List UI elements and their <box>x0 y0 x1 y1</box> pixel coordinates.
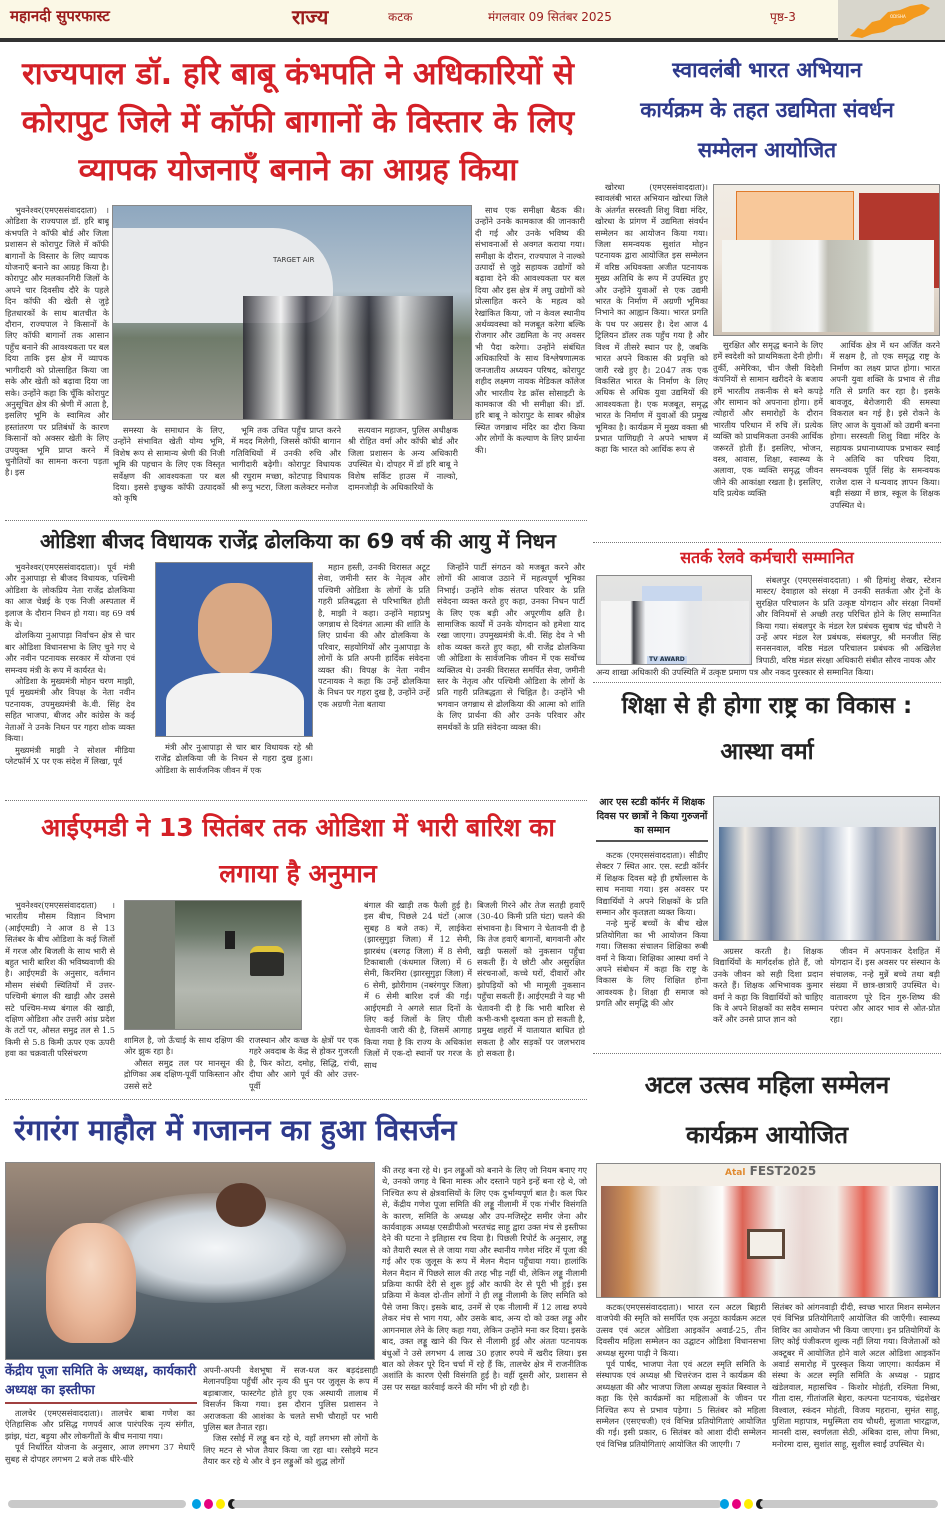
article8-photo-atal-fest <box>596 1163 941 1298</box>
article5-text: अग्रसर करती है। शिक्षक विद्यार्थियों के मार्गदर्शक होते हैं, जो उनके जीवन को सही दिशा प्रदान करते हैं। शिक्षक अभिभावक कुमार वर्मा ने कहा कि विद्यार्थियों को चाहिए कि वे अपने शिक्षकों का सदैव सम्मान करें और उनसे प्राप्त ज्ञान को <box>713 946 823 1025</box>
article6-text: भुवनेश्वर(एमएससंवाददाता) । भारतीय मौसम विज्ञान विभाग (आईएमडी) ने आज 8 से 13 सितंबर के बीच ओडिशा के कई जिलों में गरज और बिजली के साथ भारी से बहुत भारी बारिश की भविष्यवाणी की है। आईएमडी के अनुसार, वर्तमान मौसम संबंधी स्थितियों में उत्तर-पश्चिमी बंगाल की खाड़ी और उससे सटे पश्चिम-मध्य बंगाल की खाड़ी, दक्षिण ओडिशा और उत्तरी आंध्र प्रदेश के तटों पर, औसत समुद्र तल से 1.5 किमी से 5.8 किमी ऊपर एक ऊपरी हवा का चक्रवाती परिसंचरण <box>5 900 115 1059</box>
banner-fest-year: FEST2025 <box>749 1164 817 1178</box>
article1-headline-line: कोरापुट जिले में कॉफी बागानों के विस्तार के लिए <box>21 104 575 140</box>
article7-text: की तरह बना रहे थे। इन लड्डुओं को बनाने के लिए जो नियम बनाए गए थे, उनको जगह वे बिना मास्क और दस्ताने पहने इन्हें बना रहे थे, जो निश्चित रूप से क्षेत्रवासियों के लिए एक दुर्भाग्यपूर्ण बात है। कल फिर से, केंद्रीय गणेश पूजा समिति की लड्डू नीलामी में एक गंभीर विसंगति के कारण, समिति के अध्यक्ष और उप-मजिस्ट्रेट समीर जेना और कार्यवाहक अध्यक्ष एसडीपीओ भरतचंद्र साहू द्वारा उक्त मंच से इस्तीफा देने की घटना ने इतिहास रच दिया है। पिछली रिपोर्ट के अनुसार, लड्डू को तैयारी स्थल से ले जाया गया और स्थानीय गणेश मंदिर में पूजा की गई और एक जुलूस के रूप में मेलन मैदान पहुँचाया गया। हालांकि मेलन मैदान में पिछले साल की तरह भीड़ नहीं थी, लेकिन लड्डू नीलामी प्रक्रिया काफी देरी से शुरू हुई और काफी देर से पूरी भी हुई। इस प्रक्रिया में केवल दो-तीन लोगों ने ही लड्डू नीलामी के लिए समिति को पैसे जमा किए। इसके बाद, उनमें से एक नीलामी में 12 लाख रुपये लेकर मंच से भाग गया, और उसके बाद, अन्य दो को उक्त लड्डू और आगनमाल लेने के लिए कहा गया, लेकिन उन्होंने मना कर दिया। इसके बाद, उक्त लड्डू खाने की फिर से नीलामी हुई और अंततः पटनायक बंधुओं ने उसे लगभग 4 लाख 30 हज़ार रुपये में खरीद लिया। इस बात को लेकर पूरे दिन चर्चा में रहे हैं कि, तालचेर क्षेत्र में राजनीतिक अशांति के कारण ऐसी विसंगति हुई है। वहीं दूसरी ओर, प्रशासन से उस पर सख्त कार्रवाई करने की माँग भी हो रही है। <box>382 1165 587 1392</box>
article1-column-2 <box>113 425 225 517</box>
article4-text: संबलपुर (एमएससंवाददाता) । श्री हिमांशु शेखर, स्टेशन मास्टर/ देवाहाल को संरक्षा में उनकी सतर्कता और ट्रेनों के सुरक्षित परिचालन के प्रति उत्कृष्ट योगदान और संरक्षा नियमों और विनियमों से अच्छी तरह परिचित होने के लिए सम्मानित किया गया। संबलपुर के मंडल रेल प्रबंधक सुबाष चंद्र चौधरी ने उन्हें अपर मंडल रेल प्रबंधक, संबलपुर, श्री मनजीत सिंह सनसनवाल, वरिष्ठ मंडल परिचालन प्रबंधक श्री अखिलेश त्रिपाठी, वरिष्ठ मंडल संरक्षा अधिकारी संबीत सौरव नायक और <box>756 575 941 665</box>
article6-photo-flooded-road <box>124 900 302 1030</box>
article3-column-4 <box>437 562 585 797</box>
article5-column-3 <box>830 946 940 1050</box>
article6-column-5 <box>477 900 585 1096</box>
article3-text: मुख्यमंत्री माझी ने सोशल मीडिया प्लेटफॉर्म X पर एक संदेश में लिखा, पूर्व <box>5 744 135 766</box>
newspaper-name: महानदी सुपरफास्ट <box>10 7 110 25</box>
article1-text: सत्यवान महाजन, पुलिस अधीक्षक श्री रोहित वर्मा और कॉफी बोर्ड और जिला प्रशासन के अन्य अधिकारी उपस्थित थे। दोपहर में डॉ हरि बाबू ने विशेष सर्किट हाउस में नाल्को, दामनजोड़ी के अधिकारियों के <box>348 425 458 493</box>
footer-bar-left <box>8 1500 186 1508</box>
article6-text: बंगाल की खाड़ी तक फैली हुई है। इस बीच, पिछले 24 घंटों (आज सुबह 8 बजे तक) में, लाईकेरा (झारसुगुड़ा जिला) में 12 सेमी, झारबंध (बरगढ़ जिला) में 8 सेमी, टिकाबाली (कंधमाल जिला) में 6 सेमी, किरमिरा (झारसुगुड़ा जिला) में 6 सेमी, झोरीगाम (नबरंगपुर जिला) में 6 सेमी बारिश दर्ज की गई। आईएमडी ने अगले सात दिनों के लिए कई जिलों के लिए पीली चेतावनी जारी की है, जिसमें आगाह किया गया है कि राज्य के अधिकांश जिलों में एक-दो स्थानों पर गरज के साथ <box>364 900 472 1070</box>
article8-headline <box>592 1060 942 1160</box>
footer-bar-right <box>760 1500 938 1508</box>
divider <box>5 1099 587 1100</box>
students-group <box>719 827 936 941</box>
road-wall <box>125 901 175 1030</box>
portrait-shirt <box>166 673 304 737</box>
article2-text: आर्थिक क्षेत्र में धन अर्जित करने में सक्षम है, तो एक समृद्ध राष्ट्र के निर्माण का लक्ष्य प्राप्त होगा। भारत अपनी युवा शक्ति के प्रभाव से तीव्र गति से प्रगति कर रहा है। इसके बावजूद, बेरोजगारी की समस्या विकराल बन गई है। इसे रोकने के लिए आज के युवाओं को उद्यमी बनना होगा। सरस्वती शिशु विद्या मंदिर के सहायक प्रधानाध्यापक प्रभाकर स्वाईं ने अतिथि का परिचय दिया, समन्वयक पूर्ति सिंह के समन्वयक राजेश दास ने धन्यवाद ज्ञापन किया। बड़ी संख्या में छात्र, स्कूल के शिक्षक उपस्थित थे। <box>830 340 940 510</box>
aircraft-tail-label: TARGET AIR <box>273 256 315 264</box>
article1-text: साथ एक समीक्षा बैठक की। उन्होंने उनके कामकाज की जानकारी दी गई और उनके भविष्य की संभावनाओं से अवगत कराया गया। समीक्षा के दौरान, राज्यपाल ने नाल्को उत्पादों से जुड़े सहायक उद्योगों को बढ़ावा देने की आवश्यकता पर बल दिया और इस क्षेत्र में लघु उद्योगों को प्रोत्साहित करने के महत्व को रेखांकित किया, जो न केवल स्थानीय अर्थव्यवस्था को मजबूत करेगा बल्कि रोजगार और उद्यमिता के नए अवसर भी पैदा करेगा। उन्होंने संबंधित अधिकारियों के साथ विश्लेषणात्मक जनजातीय अध्ययन परिषद, कोरापुट शहीद लक्ष्मण नायक मेडिकल कॉलेज और भारतीय रेड क्रॉस सोसाइटी के कामकाज की भी समीक्षा की। डॉ. हरि बाबू ने कोरापुट के साबर श्रीक्षेत्र स्थित जगन्नाथ मंदिर का दौरा किया और लोगों के कल्याण के लिए प्रार्थना की। <box>475 205 585 455</box>
divider <box>5 800 587 801</box>
magenta-dot <box>732 1499 741 1509</box>
registration-dots-right <box>720 1499 765 1509</box>
article3-text: भुवनेश्वर(एमएससंवाददाता)। पूर्व मंत्री और नुआपाड़ा से बीजद विधायक, पश्चिमी ओडिशा के लोकप्रिय नेता राजेंद्र ढोलकिया का आज चेन्नई के एक निजी अस्पताल में इलाज के दौरान निधन हो गया। वह 69 वर्ष के थे। <box>5 562 135 630</box>
article1-text: समस्या के समाधान के लिए, उन्होंने संभावित खेती योग्य भूमि, विशेष रूप से सामान्य श्रेणी की निजी भूमि की पहचान के लिए एक विस्तृत सर्वेक्षण की आवश्यकता पर बल दिया। इससे इच्छुक कॉफी उत्पादकों को कृषि <box>113 425 225 504</box>
article3-text: जिन्होंने पार्टी संगठन को मजबूत करने और लोगों की आवाज उठाने में महत्वपूर्ण भूमिका निभाई। उन्होंने शोक संतप्त परिवार के प्रति संवेदना व्यक्त करते हुए कहा, उनका निधन पार्टी के लिए एक बड़ी और अपूरणीय क्षति है। सामाजिक कार्यों में उनके योगदान को हमेशा याद रखा जाएगा। उपमुख्यमंत्री के.वी. सिंह देव ने भी शोक व्यक्त करते हुए कहा, श्री राजेंद्र ढोलकिया जी ओडिशा के सार्वजनिक जीवन में एक सर्वोच्च व्यक्तित्व थे। उनकी विरासत समर्पित सेवा, जमीनी स्तर के नेतृत्व और पश्चिमी ओडिशा के लोगों के प्रति गहरी प्रतिबद्धता से चिह्नित है। उन्होंने भी भगवान जगन्नाथ से ढोलकिया की आत्मा को शांति के लिए प्रार्थना की और उनके परिवार और समर्थकों के प्रति संवेदना व्यक्त की। <box>437 562 585 732</box>
article5-column-1 <box>596 850 708 1050</box>
cyan-dot <box>720 1499 729 1509</box>
article7-column-2 <box>203 1365 378 1495</box>
article6-column-4 <box>364 900 472 1096</box>
article5-headline-line: शिक्षा से ही होगा राष्ट्र का विकास : <box>621 693 913 719</box>
cyan-dot <box>192 1499 201 1509</box>
article6-column-2 <box>124 1035 244 1095</box>
auto-rickshaw <box>250 946 284 976</box>
registration-dots-left <box>192 1499 237 1509</box>
article8-text: पूर्व पार्षद, भाजपा नेता एवं अटल स्मृति समिति के संस्थापक एवं अध्यक्ष श्री चित्तरंजन दास ने कार्यक्रम की अध्यक्षता की और भाजपा जिला अध्यक्ष सुकांत बिस्वाल ने कहा कि ऐसे कार्यक्रमों का महिलाओं के जीवन पर निश्चित रूप से प्रभाव पड़ेगा। 5 सितंबर को महिला सम्मेलन (एसएचजी) एवं विभिन्न प्रतियोगिताएं आयोजित की गई। इसी प्रकार, 6 सितंबर को आशा दीदी सम्मेलन एवं विभिन्न प्रतियोगिताएं आयोजित की जाएगी। 7 <box>596 1359 766 1449</box>
article8-text: सितंबर को आंगनवाड़ी दीदी, स्वच्छ भारत मिशन सम्मेलन एवं विभिन्न प्रतियोगिताएँ आयोजित की जाएँगी। स्वास्थ्य शिविर का आयोजन भी किया जाएगा। इन प्रतियोगियों के लिए कोई पंजीकरण शुल्क नहीं लिया गया। विजेताओं को अक्टूबर में आयोजित होने वाले अटल ओडिशा आइकॉन अवार्ड समारोह में पुरस्कृत किया जाएगा। कार्यक्रम में संस्था के अटल स्मृति समिति के अध्यक्ष - प्रह्लाद खंडेलवाल, महासचिव - किशोर मोहंती, रश्मिता मिश्रा, गीता दास, गीतांजलि बेहरा, कल्पना पटनायक, चंद्रशेखर विश्वाल, स्कंदन मोहंती, विजय महराना, सुमंत साहू, पुशिता महापात्र, मधुस्मिता राय चौधरी, सुजाता भारद्वाज, मानसी दास, स्वर्णलता सेठी, अंबिका दास, लोपा मिश्रा, मनोरमा दास, सुशांत साहू, सुशील स्वाईं उपस्थित थे। <box>772 1302 940 1449</box>
article1-column-5 <box>475 205 585 517</box>
article7-column-1 <box>5 1408 195 1494</box>
article4-photo-award <box>596 575 752 665</box>
article1-column-1 <box>5 205 109 515</box>
banner-prefix: Atal <box>725 1168 746 1178</box>
award-label: TV AWARD <box>649 656 685 663</box>
article2-column-1 <box>595 182 708 540</box>
article1-text: भूमि तक उचित पहुँच प्राप्त करने में मदद मिलेगी, जिससे कॉफी बागान गतिविधियों में उनकी रुचि और भागीदारी बढ़ेगी। कोरापुट विधायक श्री रघुराम मच्छा, कोटपाड़ विधायक श्री रूपु भटरा, जिला कलेक्टर मनोज <box>231 425 341 493</box>
portrait-face <box>198 583 272 675</box>
yellow-dot <box>744 1499 753 1509</box>
article7-column-3 <box>382 1165 587 1495</box>
article3-column-1 <box>5 562 135 797</box>
article6-text: बिजली गिरने और तेज सतही हवाएँ (30-40 किमी प्रति घंटा) चलने की संभावना है। विभाग ने चेतावनी दी है कि तेज हवाएँ बागानों, बागवानी और खड़ी फसलों को नुकसान पहुँचा सकती हैं। ये छोटी और असुरक्षित संरचनाओं, कच्चे घरों, दीवारों और झोपड़ियों को भी मामूली नुकसान पहुँचा सकती हैं। आईएमडी ने यह भी चेतावनी दी है कि भारी बारिश से कभी-कभी दृश्यता कम हो सकती है, प्रमुख शहरों में यातायात बाधित हो सकता है और सड़कों पर जलभराव हो सकता है। <box>477 900 585 1059</box>
people-group <box>243 296 453 420</box>
yellow-dot <box>216 1499 225 1509</box>
article5-text: नन्हे मुन्हें बच्चों के बीच खेल प्रतियोगिता का भी आयोजन किया गया। जिसका संचालन शिक्षिका रूबी वर्मा ने किया। शिक्षिका आस्था वर्मा ने अपने संबोधन में कहा कि राष्ट्र के विकास के लिए शिक्षित होना आवश्यक है। शिक्षा ही समाज को प्रगति और समृद्धि की ओर <box>596 918 708 1009</box>
article6-text: शामिल है, जो ऊँचाई के साथ दक्षिण की ओर झुक रहा है। <box>124 1035 244 1057</box>
article6-headline <box>8 805 588 897</box>
article5-column-2 <box>713 946 823 1050</box>
article5-headline <box>592 683 942 775</box>
article5-headline-line: आस्था वर्मा <box>720 739 814 765</box>
article6-headline-line: लगाया है अनुमान <box>219 859 377 888</box>
article1-headline-line: व्यापक योजनाएँ बनाने का आग्रह किया <box>78 152 518 188</box>
banner-title <box>725 1164 816 1178</box>
article5-text: कटक (एमएससंवाददाता)। सीडीए सेक्टर 7 स्थित आर. एस. स्टडी कॉर्नर में शिक्षक दिवस बड़े ही हर्षोल्लास के साथ मनाया गया। इस अवसर पर विद्यार्थियों ने अपने शिक्षकों के प्रति सम्मान और कृतज्ञता व्यक्त किया। <box>596 850 708 918</box>
article1-column-4 <box>348 425 458 517</box>
article1-photo-governor-airport <box>112 205 472 420</box>
person-swimming <box>216 1183 266 1227</box>
article3-column-2 <box>155 742 313 797</box>
article3-column-3 <box>318 562 430 797</box>
article8-column-2 <box>772 1302 940 1494</box>
article6-column-3 <box>249 1035 359 1095</box>
article8-headline-line: अटल उत्सव महिला सम्मेलन <box>644 1071 890 1099</box>
article8-headline-line: कार्यक्रम आयोजित <box>685 1121 849 1149</box>
divider <box>593 542 941 543</box>
seated-guests <box>722 240 934 332</box>
article3-portrait-photo <box>155 562 313 737</box>
article4-body-tail <box>596 667 941 679</box>
ganesh-idol <box>46 1223 136 1343</box>
article5-photo-students <box>713 796 940 941</box>
article7-text: अपनी-अपनी वेशभूषा में सज-धज कर बड़दंडसाही मेलानपड़िया पहुँचीं और नृत्य की धुन पर जुलूस के रूप में बड़ाबाजार, फास्टगेट होते हुए एक अस्थायी तालाब में विसर्जन किया गया। इस दौरान पुलिस प्रशासन ने अराजकता की आशंका के चलते सभी चौराहों पर भारी पुलिस बल तैनात रहा। <box>203 1365 378 1433</box>
article3-text: ढोलकिया नुआपाड़ा निर्वाचन क्षेत्र से चार बार ओडिशा विधानसभा के लिए चुने गए थे और नवीन पटनायक सरकार में योजना एवं समन्वय मंत्री के रूप में कार्यरत थे। <box>5 630 135 675</box>
article8-text: कटक(एमएससंवाददाता)। भारत रत्न अटल बिहारी वाजपेयी की स्मृति को समर्पित एक अनूठा कार्यक्रम अटल उत्सव एवं अटल ओडिशा आइकॉन अवार्ड-25, तीन दिवसीय महिला सम्मेलन का उद्घाटन ओडिशा विधानसभा अध्यक्ष सुरमा पाढ़ी ने किया। <box>596 1302 766 1358</box>
masthead <box>0 0 945 42</box>
edition-city: कटक <box>388 10 413 24</box>
magenta-dot <box>204 1499 213 1509</box>
article8-column-1 <box>596 1302 766 1494</box>
article6-headline-line: आईएमडी ने 13 सितंबर तक ओडिशा में भारी बारिश का <box>41 813 555 842</box>
article4-headline: सतर्क रेलवे कर्मचारी सम्मानित <box>680 548 854 567</box>
article3-text: महान हस्ती, उनकी विरासत अटूट सेवा, जमीनी स्तर के नेतृत्व और पश्चिमी ओडिशा के लोगों के प्रति गहरी प्रतिबद्धता से परिभाषित होती है, माझी ने कहा। उन्होंने महाप्रभु जगन्नाथ से दिवंगत आत्मा की शांति के लिए प्रार्थना की और ढोलकिया के परिवार, सहयोगियों और नुआपाड़ा के लोगों के प्रति अपनी हार्दिक संवेदना व्यक्त की। विपक्ष के नेता नवीन पटनायक ने कहा कि उन्हें ढोलकिया के निधन पर गहरा दुख है, उन्होंने उन्हें एक अग्रणी नेता बताया <box>318 562 430 709</box>
article2-column-2 <box>713 340 823 540</box>
article3-text: मंत्री और नुआपाड़ा से चार बार विधायक रहे श्री राजेंद्र ढोलकिया जी के निधन से गहरा दुख हुआ। ओडिशा के सार्वजनिक जीवन में एक <box>155 742 313 775</box>
article2-photo-conference <box>713 184 940 336</box>
article5-text: जीवन में अपनाकर देशहित में योगदान दें। इस अवसर पर संस्थान के संचालक, नन्हे मुन्नें बच्चे तथा बड़ी संख्या में छात्र-छात्राएँ उपस्थित थे। वातावरण पूरे दिन गुरु-शिष्य की परंपरा और आदर भाव से ओत-प्रोत रहा। <box>830 946 940 1025</box>
article2-headline <box>592 50 942 170</box>
article2-headline-line: सम्मेलन आयोजित <box>697 138 837 162</box>
section-title: राज्य <box>292 5 329 29</box>
article7-subhead: केंद्रीय पूजा समिति के अध्यक्ष, कार्यकारी अध्यक्ष का इस्तीफा <box>5 1362 197 1404</box>
divider <box>593 1053 941 1054</box>
article7-photo-ganesh-immersion <box>5 1162 375 1360</box>
article6-text: औसत समुद्र तल पर मानसून की द्रोणिका अब दक्षिण-पूर्वी पाकिस्तान और उससे सटे <box>124 1057 244 1091</box>
footer-bar-middle <box>232 1500 722 1508</box>
article6-text: राजस्थान और कच्छ के क्षेत्रों पर एक गहरे अवदाब के केंद्र से होकर गुजरती है, फिर कोटा, दमोह, सिद्धि, रांची, दीघा और आगे पूर्व की ओर उत्तर-पूर्वी <box>249 1035 359 1091</box>
article2-headline-line: कार्यक्रम के तहत उद्यमिता संवर्धन <box>640 98 894 122</box>
divider <box>5 520 587 521</box>
article2-text: सुरक्षित और समृद्ध बनाने के लिए हमें स्वदेशी को प्राथमिकता देनी होगी। तुर्की, अमेरिका, चीन जैसी विदेशी कंपनियों से सामान खरीदने के बजाय हमें भारतीय तकनीक से बने कपड़े और सामान को अपनाना होगा। हमें त्योहारों और समारोहों के दौरान भारतीय परिधान में रुचि लें। प्रत्येक व्यक्ति को प्राथमिकता उनकी आर्थिक जरूरतें होती हैं। इसलिए, भोजन, वस्त्र, आवास, शिक्षा, स्वास्थ्य के अलावा, एक व्यक्ति समृद्ध जीवन जीने की आकांक्षा रखता है। इसलिए, यदि प्रत्येक व्यक्ति <box>713 340 823 499</box>
article4-text: अन्य शाखा अधिकारी की उपस्थिति में उत्कृष्ट प्रमाण पत्र और नकद पुरस्कार से सम्मानित किया। <box>596 667 874 677</box>
article2-headline-line: स्वावलंबी भारत अभियान <box>672 58 862 82</box>
article1-headline <box>8 50 588 194</box>
article2-text: खोरधा (एमएससंवाददाता)। स्वावलंबी भारत अभियान खोरधा जिले के अंतर्गत सरस्वती शिशु विद्या मंदिर, खोरधा के प्रांगण में उद्यमिता संवर्धन सम्मेलन का आयोजन किया गया। जिला समन्वयक सुशांत मोहन पटनायक द्वारा आयोजित इस सम्मेलन में वरिष्ठ अधिवक्ता अजीत पटनायक मुख्य अतिथि के रूप में उपस्थित हुए और उन्होंने युवाओं से एक उद्यमी भारत के निर्माण में अग्रणी भूमिका निभाने का आह्वान किया। भारत प्रगति के पथ पर अग्रसर है। देश आज 4 ट्रिलियन डॉलर तक पहुँच गया है और विश्व में तीसरे स्थान पर है, जबकि भारत अपने विकास की प्रवृत्ति को जारी रखे हुए है। 2047 तक एक विकसित भारत के निर्माण के लिए अधिक से अधिक युवा उद्यमियों की आवश्यकता है। एक मजबूत, समृद्ध भारत के निर्माण में युवाओं की प्रमुख भूमिका है। कार्यक्रम में मुख्य वक्ता श्री प्रभात पाणिग्रही ने अपने भाषण में कहा कि भारत को आर्थिक रूप से <box>595 182 708 455</box>
article2-column-3 <box>830 340 940 540</box>
article1-column-3 <box>231 425 341 517</box>
article3-text: ओडिशा के मुख्यमंत्री मोहन चरण माझी, पूर्व मुख्यमंत्री और विपक्ष के नेता नवीन पटनायक, उपमुख्यमंत्री के.वी. सिंह देव सहित भाजपा, बीजद और कांग्रेस के कई नेताओं ने उनके निधन पर गहरा शोक व्यक्त किया। <box>5 676 135 744</box>
article7-text: पूर्व निर्धारित योजना के अनुसार, आज लगभग 37 मेधाएँ सुबह से दोपहर लगभग 2 बजे तक धीरे-धीरे <box>5 1442 195 1464</box>
edition-date: मंगलवार 09 सितंबर 2025 <box>488 10 612 24</box>
map-label: ODISHA <box>890 14 906 19</box>
article5-subhead: आर एस स्टडी कॉर्नर में शिक्षक दिवस पर छात्रों ने किया गुरुजनों का सम्मान <box>596 796 708 842</box>
article7-headline: रंगारंग माहौल में गजानन का हुआ विसर्जन <box>14 1113 457 1147</box>
article6-column-1 <box>5 900 115 1096</box>
scooter-rider <box>225 931 235 949</box>
article3-headline: ओडिशा बीजद विधायक राजेंद्र ढोलकिया का 69 वर्ष की आयु में निधन <box>40 529 556 553</box>
odisha-map-icon <box>838 0 945 40</box>
page-number: पृष्ठ-3 <box>770 10 796 24</box>
article4-body <box>756 575 941 667</box>
award-frame <box>747 1229 785 1259</box>
article1-text: भुवनेश्वर(एमएससंवाददाता) । ओडिशा के राज्यपाल डॉ. हरि बाबू कंभपति ने कॉफी बोर्ड और जिला प्रशासन से कोरापुट जिले में कॉफी बागानों के विस्तार के लिए व्यापक योजनाएँ बनाने का आग्रह किया है। कोरापुट और मलकानगिरी जिलों के अपने चार दिवसीय दौरे के पहले दिन कॉफी की खेती से जुड़े हितधारकों के साथ बातचीत के दौरान, राज्यपाल ने किसानों के लिए कॉफी बागानों तक आसान पहुँच बनाने की आवश्यकता पर बल दिया ताकि इस क्षेत्र में व्यापक भागीदारी को प्रोत्साहित किया जा सके और खेती को बढ़ावा दिया जा सके। उन्होंने कहा कि चूँकि कोरापुट अनुसूचित क्षेत्र की श्रेणी में आता है, इसलिए भूमि के स्वामित्व और हस्तांतरण पर प्रतिबंधों के कारण किसानों को अक्सर खेती के लिए उपयुक्त भूमि प्राप्त करने में चुनौतियों का सामना करना पड़ता है। इस <box>5 205 109 478</box>
article7-text: जिस रसोई में लड्डू बन रहे थे, वहाँ लगभग सौ लोगों के लिए मटन से भोज तैयार किया जा रहा था। रसोइये मटन तैयार कर रहे थे और वे इन लड्डुओं को शुद्ध लोगों <box>203 1433 378 1467</box>
article7-text: तालचेर (एमएससंवाददाता)। तालचेर बाबा गणेश का ऐतिहासिक और प्रसिद्ध गणपर्व आज पारंपरिक नृत्य संगीत, झांझ, घंटा, बड़ुया और लोकगीतों के बीच मनाया गया। <box>5 1408 195 1441</box>
article1-headline-line: राज्यपाल डॉ. हरि बाबू कंभपति ने अधिकारियों से <box>21 56 574 92</box>
